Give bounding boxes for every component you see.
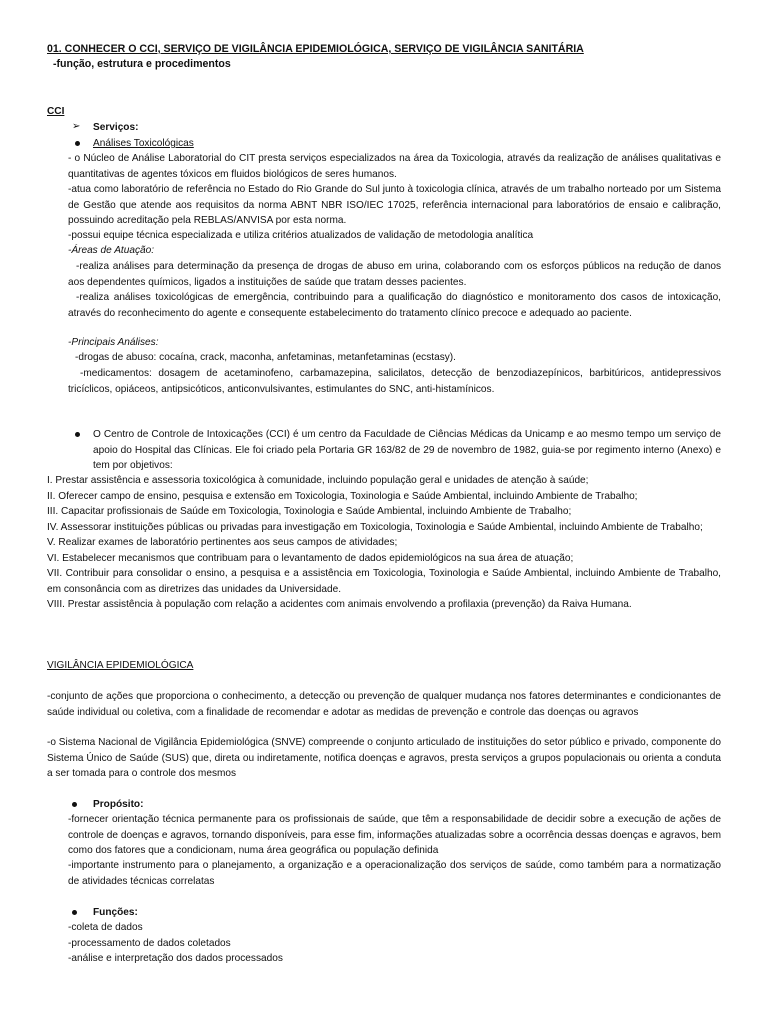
cci-paragraph-7: -medicamentos: dosagem de acetaminofeno, carbamazepina, salicilatos, detecção de benzodiazepínicos, barbitúricos, antidepressivos tricíclicos, opiáceos, antipsicóticos, anticonvulsivantes, estimulantes do SNC, anti-histamínicos. — [68, 368, 721, 395]
objetivos-list — [47, 473, 721, 613]
analises-label: Análises Toxicológicas — [93, 138, 194, 149]
objetivo-item: III. Capacitar profissionais de Saúde em Toxicologia, Toxinologia e Saúde Ambiental, incluindo Ambiente de Trabalho; — [47, 506, 572, 517]
bullet-icon — [75, 432, 80, 437]
cci-paragraph-4: -realiza análises para determinação da presença de drogas de abuso em urina, colaborando com os esforços públicos na redução de danos aos dependentes químicos, ligados a instituições de saúde que tratam desses pacientes. — [68, 261, 721, 288]
bullet-icon — [75, 141, 80, 146]
document-title: 01. CONHECER O CCI, SERVIÇO DE VIGILÂNCIA EPIDEMIOLÓGICA, SERVIÇO DE VIGILÂNCIA SANITÁRIA — [47, 43, 584, 55]
bullet-icon — [72, 802, 77, 807]
areas-label: -Áreas de Atuação: — [68, 245, 155, 256]
funcoes-list — [68, 920, 283, 967]
ve-paragraph-1: -conjunto de ações que proporciona o conhecimento, a detecção ou prevenção de qualquer mudança nos fatores determinantes e condicionantes de saúde individual ou coletiva, com a finalidade de recomendar e adotar as medidas de prevenção e controle das doenças ou agravos — [47, 691, 721, 718]
ve-paragraph-3: -fornecer orientação técnica permanente para os profissionais de saúde, que têm a responsabilidade de decidir sobre a execução de ações de controle de doenças e agravos, tornando disponíveis, para esse fim, informações atualizadas sobre a ocorrência dessas doenças e agravos, bem como dos fatores que a condicionam, numa área geográfica ou população definida — [68, 814, 721, 856]
cci-heading: CCI — [47, 106, 65, 117]
document-subtitle: -função, estrutura e procedimentos — [53, 58, 231, 70]
ve-paragraph-2: -o Sistema Nacional de Vigilância Epidemiológica (SNVE) compreende o conjunto articulado de instituições do setor público e privado, componente do Sistema Único de Saúde (SUS) que, direta ou indiretamente, notifica doenças e agravos, presta serviços a grupos populacionais ou orienta a conduta a ser tomada para o controle dos mesmos — [47, 737, 721, 779]
objetivo-item: VII. Contribuir para consolidar o ensino, a pesquisa e a assistência em Toxicologia, Toxinologia e Saúde Ambiental, incluindo Ambiente de Trabalho, em consonância com as diretrizes das unidades da Universidade. — [47, 568, 721, 595]
objetivo-item: VI. Estabelecer mecanismos que contribuam para o levantamento de dados epidemiológicos na sua área de atuação; — [47, 552, 574, 564]
cci-paragraph-2: -atua como laboratório de referência no Estado do Rio Grande do Sul junto à toxicologia clínica, através de um trabalho norteado por um Sistema de Gestão que atende aos requisitos da norma ABNT NBR ISO/IEC 17025, referência internacional para laboratórios de ensaio e calibração, possuindo acreditação pela REBLAS/ANVISA por esta norma. — [68, 184, 721, 226]
ve-heading: VIGILÂNCIA EPIDEMIOLÓGICA — [47, 660, 194, 671]
funcao-item: -análise e interpretação dos dados processados — [68, 953, 283, 964]
ve-paragraph-4: -importante instrumento para o planejamento, a organização e a operacionalização dos serviços de saúde, como também para a normatização de atividades técnicas correlatas — [68, 860, 721, 887]
objetivo-item: IV. Assessorar instituições públicas ou privadas para investigação em Toxicologia, Toxinologia e Saúde Ambiental, incluindo Ambiente de Trabalho; — [47, 521, 703, 533]
funcao-item: -processamento de dados coletados — [68, 937, 231, 949]
cci-paragraph-5: -realiza análises toxicológicas de emergência, contribuindo para a qualificação do diagnóstico e monitoramento dos casos de intoxicação, através do reconhecimento do agente e consequente estabelecimento do tratamento clínico precoce e adequado ao paciente. — [68, 292, 721, 319]
proposito-label: Propósito: — [93, 799, 144, 810]
cci-paragraph-3: -possui equipe técnica especializada e utiliza critérios atualizados de validação de metodologia analítica — [68, 230, 534, 241]
cci-paragraph-1: - o Núcleo de Análise Laboratorial do CIT presta serviços especializados na área da Toxicologia, através da realização de análises qualitativas e quantitativas de agentes tóxicos em fluidos biológicos de seres humanos. — [68, 153, 721, 180]
objetivo-item: VIII. Prestar assistência à população com relação a acidentes com animais envolvendo a profilaxia (prevenção) da Raiva Humana. — [47, 599, 632, 610]
cci-paragraph-6: -drogas de abuso: cocaína, crack, maconha, anfetaminas, metanfetaminas (ecstasy). — [75, 352, 456, 363]
servicos-label: Serviços: — [93, 122, 139, 133]
cci-paragraph-8: O Centro de Controle de Intoxicações (CCI) é um centro da Faculdade de Ciências Médicas da Unicamp e ao mesmo tempo um serviço de apoio do Hospital das Clínicas. Ele foi criado pela Portaria GR 163/82 de 29 de novembro de 1982, guia-se por regimento interno (Anexo) e tem por objetivos: — [93, 429, 721, 471]
objetivo-item: V. Realizar exames de laboratório pertinentes aos seus campos de atividades; — [47, 537, 398, 548]
principais-label: -Principais Análises: — [68, 337, 159, 348]
objetivo-item: I. Prestar assistência e assessoria toxicológica à comunidade, incluindo população geral e unidades de atenção à saúde; — [47, 475, 589, 486]
arrow-bullet-icon: ➢ — [72, 121, 81, 132]
funcoes-label: Funções: — [93, 907, 138, 918]
funcao-item: -coleta de dados — [68, 922, 143, 933]
bullet-icon — [72, 910, 77, 915]
objetivo-item: II. Oferecer campo de ensino, pesquisa e extensão em Toxicologia, Toxinologia e Saúde Ambiental, incluindo Ambiente de Trabalho; — [47, 490, 638, 502]
